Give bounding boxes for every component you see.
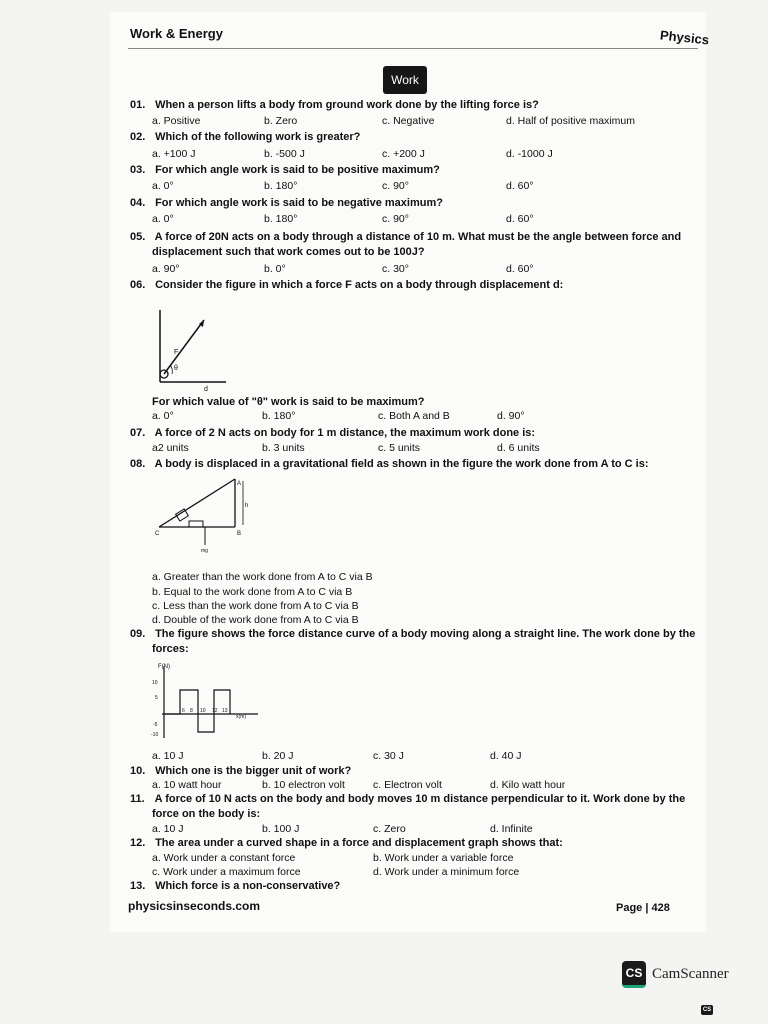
q07-option-d: d. 6 units — [497, 442, 540, 454]
q09-force-distance-graph — [150, 660, 262, 742]
header-chapter: Work & Energy — [130, 26, 223, 41]
header-rule — [128, 48, 698, 49]
q09-option-a: a. 10 J — [152, 750, 184, 762]
q09-x-tick-8: 8 — [190, 708, 193, 714]
q11-option-b: b. 100 J — [262, 823, 300, 835]
q08-label-a: A — [237, 481, 242, 487]
question-07: 07. A force of 2 N acts on body for 1 m distance, the maximum work done is: — [130, 427, 536, 439]
q10-option-a: a. 10 watt hour — [152, 779, 222, 791]
q12-option-b: b. Work under a variable force — [373, 852, 514, 864]
q06-option-c: c. Both A and B — [378, 410, 450, 422]
q09-option-b: b. 20 J — [262, 750, 294, 762]
question-02: 02. Which of the following work is greater? — [130, 131, 361, 143]
q03-option-d: d. 60° — [506, 180, 534, 192]
q04-option-c: c. 90° — [382, 213, 409, 225]
q06-label-displacement: d — [204, 386, 208, 392]
question-01: 01. When a person lifts a body from ground work done by the lifting force is? — [130, 99, 539, 111]
q09-option-d: d. 40 J — [490, 750, 522, 762]
question-06: 06. Consider the figure in which a force F acts on a body through displacement d: — [130, 279, 564, 291]
q01-option-d: d. Half of positive maximum — [506, 115, 635, 127]
q09-x-tick-6: 6 — [182, 708, 185, 714]
q11-option-c: c. Zero — [373, 823, 406, 835]
q02-option-b: b. -500 J — [264, 148, 305, 160]
q09-y-tick-10: 10 — [152, 680, 158, 686]
q06-option-d: d. 90° — [497, 410, 525, 422]
q09-y-axis-label: F(N) — [158, 664, 170, 670]
q05-option-d: d. 60° — [506, 263, 534, 275]
q01-option-c: c. Negative — [382, 115, 435, 127]
q03-option-c: c. 90° — [382, 180, 409, 192]
q01-option-a: a. Positive — [152, 115, 201, 127]
q07-option-c: c. 5 units — [378, 442, 421, 454]
camscanner-watermark — [622, 961, 729, 988]
q03-option-b: b. 180° — [264, 180, 298, 192]
q06-label-theta: θ — [174, 365, 178, 372]
q02-option-a: a. +100 J — [152, 148, 196, 160]
q09-y-tick-neg5: -5 — [153, 722, 158, 728]
q01-option-b: b. Zero — [264, 115, 298, 127]
q06-force-figure — [150, 302, 230, 392]
q12-option-c: c. Work under a maximum force — [152, 866, 301, 878]
camscanner-logo-icon: CS — [622, 961, 646, 988]
camscanner-name: CamScanner — [652, 966, 729, 982]
q08-option-b: b. Equal to the work done from A to C via B — [152, 586, 353, 598]
question-10: 10. Which one is the bigger unit of work? — [130, 765, 352, 777]
q08-option-d: d. Double of the work done from A to C via B — [152, 614, 359, 626]
question-08: 08. A body is displaced in a gravitational field as shown in the figure the work done from A to C is: — [130, 458, 649, 470]
camscanner-small-logo-icon: CS — [702, 1007, 712, 1013]
question-11: 11. A force of 10 N acts on the body and body moves 10 m distance perpendicular to it. Work done by the — [130, 793, 686, 805]
question-09: 09. The figure shows the force distance curve of a body moving along a straight line. The work done by the — [130, 628, 696, 640]
q09-x-tick-13: 13 — [222, 708, 228, 714]
q08-label-c: C — [155, 531, 160, 537]
footer-website: physicsinseconds.com — [128, 899, 261, 913]
question-06-subquestion: For which value of "θ" work is said to be maximum? — [152, 396, 425, 408]
header-subject: Physics — [659, 27, 710, 48]
q10-option-b: b. 10 electron volt — [262, 779, 345, 791]
q08-option-c: c. Less than the work done from A to C via B — [152, 600, 359, 612]
q09-option-c: c. 30 J — [373, 750, 404, 762]
q04-option-d: d. 60° — [506, 213, 534, 225]
question-04: 04. For which angle work is said to be negative maximum? — [130, 197, 443, 209]
section-badge: Work — [383, 66, 427, 94]
q07-option-a: a2 units — [152, 442, 189, 454]
question-05: 05. A force of 20N acts on a body through a distance of 10 m. What must be the angle between force and — [130, 231, 682, 243]
q06-option-b: b. 180° — [262, 410, 296, 422]
q09-y-tick-neg10: -10 — [151, 732, 159, 738]
q07-option-b: b. 3 units — [262, 442, 305, 454]
q05-option-b: b. 0° — [264, 263, 286, 275]
q02-option-c: c. +200 J — [382, 148, 425, 160]
q12-option-d: d. Work under a minimum force — [373, 866, 520, 878]
q08-incline-figure — [155, 475, 255, 555]
q05-option-c: c. 30° — [382, 263, 409, 275]
question-09-continued: forces: — [152, 643, 189, 655]
q11-option-d: d. Infinite — [490, 823, 533, 835]
q06-option-a: a. 0° — [152, 410, 174, 422]
q08-label-b: B — [237, 531, 242, 537]
q11-option-a: a. 10 J — [152, 823, 184, 835]
question-12: 12. The area under a curved shape in a force and displacement graph shows that: — [130, 837, 563, 849]
footer-page-number: Page | 428 — [616, 902, 670, 914]
q02-option-d: d. -1000 J — [506, 148, 553, 160]
q09-x-tick-12: 12 — [212, 708, 218, 714]
q09-y-tick-5: 5 — [155, 695, 158, 701]
q09-x-tick-10: 10 — [200, 708, 206, 714]
question-03: 03. For which angle work is said to be positive maximum? — [130, 164, 440, 176]
q08-label-mg: mg — [201, 548, 208, 554]
q09-x-axis-label: x(m) — [236, 714, 246, 720]
question-05-continued: displacement such that work comes out to be 100J? — [152, 246, 425, 258]
q12-option-a: a. Work under a constant force — [152, 852, 296, 864]
q10-option-c: c. Electron volt — [373, 779, 442, 791]
q08-option-a: a. Greater than the work done from A to C via B — [152, 571, 373, 583]
question-13: 13. Which force is a non-conservative? — [130, 880, 341, 892]
q06-label-force: F — [174, 349, 179, 356]
question-11-continued: force on the body is: — [152, 808, 261, 820]
q10-option-d: d. Kilo watt hour — [490, 779, 566, 791]
q04-option-b: b. 180° — [264, 213, 298, 225]
q04-option-a: a. 0° — [152, 213, 174, 225]
q05-option-a: a. 90° — [152, 263, 180, 275]
q03-option-a: a. 0° — [152, 180, 174, 192]
q08-label-h: h — [245, 503, 249, 509]
